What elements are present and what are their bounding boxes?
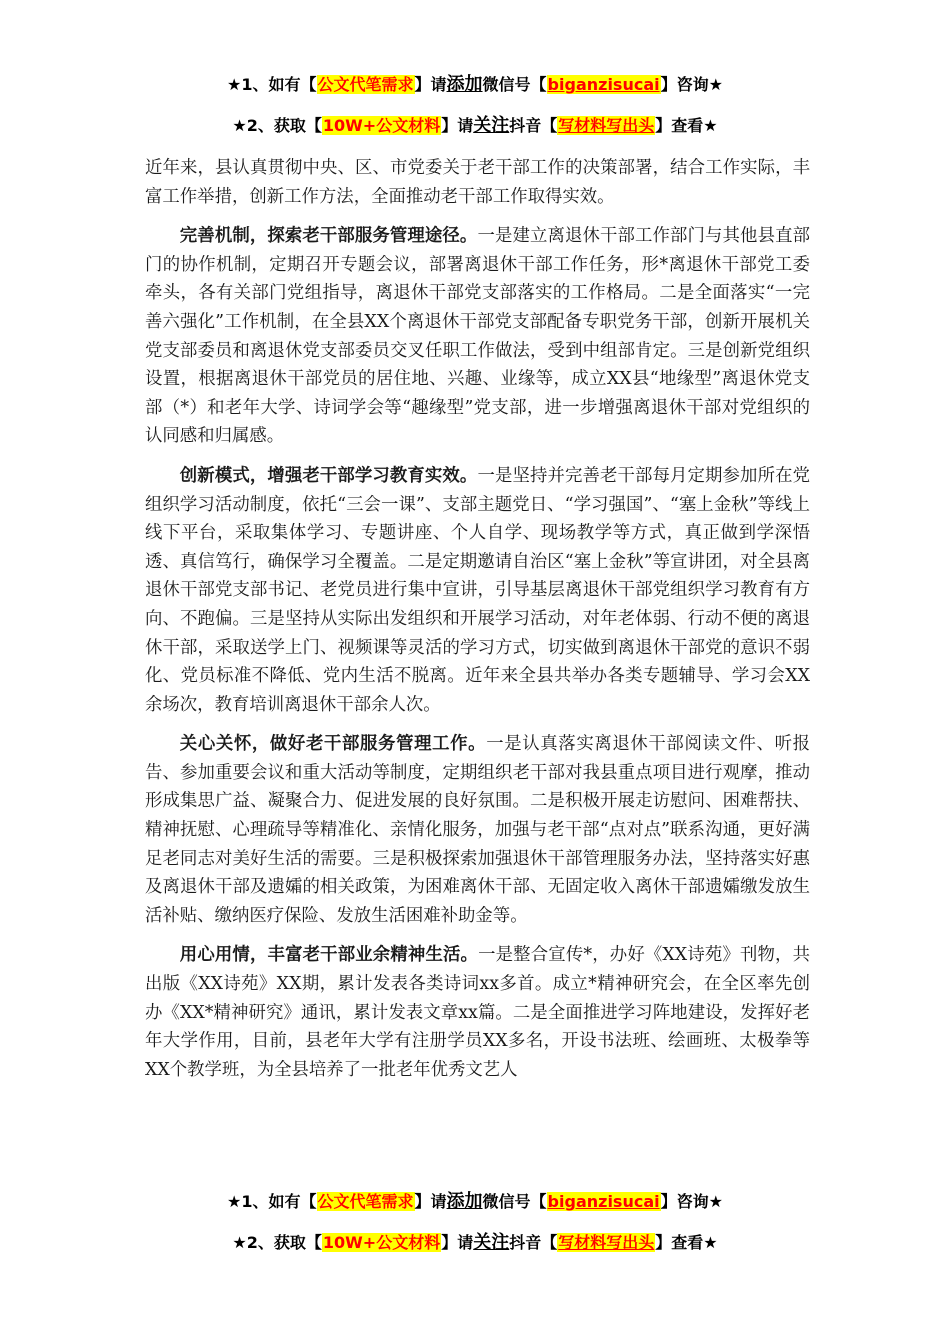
intro-paragraph: 近年来，县认真贯彻中央、区、市党委关于老干部工作的决策部署，结合工作实际，丰富工作举措，创新工作方法，全面推动老干部工作取得实效。: [145, 158, 810, 207]
section-body: 一是整合宣传*，办好《XX诗苑》刊物，共出版《XX诗苑》XX期，累计发表各类诗词xx多首。成立*精神研究会，在全区率先创办《XX*精神研究》通讯，累计发表文章xx篇。二是全面推进学习阵地建设，发挥好老年大学作用，目前，县老年大学有注册学员XX多名，开设书法班、绘画班、太极拳等XX个教学班，为全县培养了一批老年优秀文艺人: [145, 945, 810, 1080]
star-icon: ★: [232, 116, 247, 135]
highlight-materials: 10W+公文材料: [322, 1233, 441, 1252]
star-icon: ★: [227, 1192, 242, 1211]
section-paragraph: [145, 222, 810, 451]
promo-banner-footer-line-1: [0, 1187, 950, 1213]
banner-text: 】查看★: [655, 116, 718, 135]
section-body: 一是认真落实离退休干部阅读文件、听报告、参加重要会议和重大活动等制度，定期组织老干部对我县重点项目进行观摩，推动形成集思广益、凝聚合力、促进发展的良好氛围。二是积极开展走访慰问、困难帮扶、精神抚慰、心理疏导等精准化、亲情化服务，加强与老干部“点对点”联系沟通，更好满足老同志对美好生活的需要。三是积极探索加强退休干部管理服务办法，坚持落实好惠及离退休干部及遗孀的相关政策，为困难离休干部、无固定收入离休干部遗孀缴发放生活补贴、缴纳医疗保险、发放生活困难补助金等。: [145, 734, 810, 926]
star-icon: ★: [232, 1233, 247, 1252]
highlight-materials: 10W+公文材料: [322, 116, 441, 135]
section-body: 一是坚持并完善老干部每月定期参加所在党组织学习活动制度，依托“三会一课”、支部主题党日、“学习强国”、“塞上金秋”等线上线下平台，采取集体学习、专题讲座、个人自学、现场教学等方式，真正做到学深悟透、真信笃行，确保学习全覆盖。二是定期邀请自治区“塞上金秋”等宣讲团，对全县离退休干部党支部书记、老党员进行集中宣讲，引导基层离退休干部党组织学习教育有方向、不跑偏。三是坚持从实际出发组织和开展学习活动，对年老体弱、行动不便的离退休干部，采取送学上门、视频课等灵活的学习方式，切实做到离退休干部党的意识不弱化、党员标准不降低、党内生活不脱离。近年来全县共举办各类专题辅导、学习会XX余场次，教育培训离退休干部余人次。: [145, 465, 810, 715]
promo-banner-line-1: [0, 70, 950, 96]
star-icon: ★: [227, 75, 242, 94]
section-paragraph: [145, 462, 810, 719]
banner-text: 2、获取【: [246, 1233, 322, 1252]
highlight-service: 公文代笔需求: [317, 75, 414, 94]
document-body: [145, 154, 810, 1172]
douyin-account-link[interactable]: 写材料写出头: [558, 1233, 655, 1252]
banner-text: 】咨询★: [660, 75, 723, 94]
section-heading: 创新模式，增强老干部学习教育实效。: [179, 465, 478, 486]
highlight-service: 公文代笔需求: [317, 1192, 414, 1211]
banner-text: 】请: [414, 1192, 447, 1211]
section-body: 一是建立离退休干部工作部门与其他县直部门的协作机制，定期召开专题会议，部署离退休干部工作任务，形*离退休干部党工委牵头，各有关部门党组指导，离退休干部党支部落实的工作格局。二是全面落实“一完善六强化”工作机制，在全县XX个离退休干部党支部配备专职党务干部，创新开展机关党支部委员和离退休党支部委员交叉任职工作做法，受到中组部肯定。三是创新党组织设置，根据离退休干部党员的居住地、兴趣、业缘等，成立XX县“地缘型”离退休党支部（*）和老年大学、诗词学会等“趣缘型”党支部，进一步增强离退休干部对党组织的认同感和归属感。: [145, 226, 810, 447]
emphasis-text: 添加: [446, 74, 483, 95]
banner-text: 】请: [441, 116, 474, 135]
wechat-id-link[interactable]: biganzisucai: [547, 75, 660, 94]
banner-text: 1、如有【: [241, 1192, 317, 1211]
promo-banner-footer-line-2: [0, 1228, 950, 1254]
section-heading: 用心用情，丰富老干部业余精神生活。: [179, 945, 479, 966]
banner-text: 微信号【: [482, 75, 547, 94]
emphasis-text: 添加: [446, 1191, 483, 1212]
banner-text: 抖音【: [509, 116, 558, 135]
wechat-id-link[interactable]: biganzisucai: [547, 1192, 660, 1211]
douyin-account-link[interactable]: 写材料写出头: [558, 116, 655, 135]
banner-text: 】咨询★: [660, 1192, 723, 1211]
banner-text: 微信号【: [482, 1192, 547, 1211]
banner-text: 抖音【: [509, 1233, 558, 1252]
banner-text: 】请: [441, 1233, 474, 1252]
section-heading: 完善机制，探索老干部服务管理途径。: [179, 226, 478, 247]
banner-text: 】查看★: [655, 1233, 718, 1252]
banner-text: 1、如有【: [241, 75, 317, 94]
emphasis-text: 关注: [473, 115, 510, 136]
banner-text: 】请: [414, 75, 447, 94]
emphasis-text: 关注: [473, 1232, 510, 1253]
section-heading: 关心关怀，做好老干部服务管理工作。: [179, 734, 487, 755]
promo-banner-line-2: [0, 111, 950, 137]
banner-text: 2、获取【: [246, 116, 322, 135]
section-paragraph: [145, 730, 810, 930]
section-paragraph: [145, 941, 810, 1084]
